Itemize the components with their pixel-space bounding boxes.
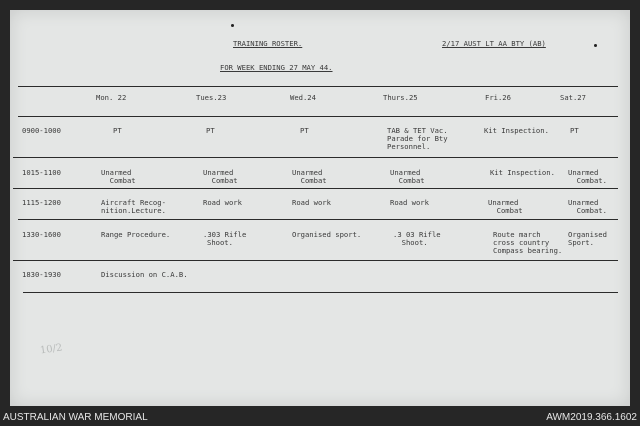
roster-cell: Combat (101, 176, 136, 185)
time-slot: 1115-1200 (22, 198, 61, 207)
document-page (10, 10, 630, 406)
day-header: Sat.27 (560, 93, 586, 102)
paper-mark (231, 24, 234, 27)
table-rule (23, 292, 618, 293)
roster-cell: Shoot. (207, 238, 233, 247)
roster-cell: Parade for Bty (387, 134, 448, 143)
roster-cell: Unarmed (292, 168, 323, 177)
roster-cell: Combat (390, 176, 425, 185)
roster-cell: Combat. (568, 206, 607, 215)
roster-cell: Personnel. (387, 142, 431, 151)
roster-cell: Unarmed (488, 198, 519, 207)
roster-cell: Compass bearing. (493, 246, 563, 255)
roster-cell: Combat (488, 206, 523, 215)
roster-cell: Combat (203, 176, 238, 185)
time-slot: 0900-1000 (22, 126, 61, 135)
roster-cell: Shoot. (393, 238, 428, 247)
roster-cell: Unarmed (203, 168, 234, 177)
roster-cell: Road work (390, 198, 429, 207)
roster-cell: PT (206, 126, 215, 135)
roster-cell: .3 03 Rifle (393, 230, 441, 239)
roster-cell: Range Procedure. (101, 230, 171, 239)
roster-cell: PT (300, 126, 309, 135)
roster-cell: Discussion on C.A.B. (101, 270, 188, 279)
roster-cell: Aircraft Recog- (101, 198, 166, 207)
roster-cell: TAB & TET Vac. (387, 126, 448, 135)
day-header: Tues.23 (196, 93, 227, 102)
institution-credit: AUSTRALIAN WAR MEMORIAL (3, 412, 148, 423)
roster-cell: Unarmed (568, 198, 599, 207)
day-header: Mon. 22 (96, 93, 127, 102)
roster-cell: Unarmed (101, 168, 132, 177)
roster-cell: Kit Inspection. (484, 126, 549, 135)
table-rule (18, 219, 618, 220)
time-slot: 1015-1100 (22, 168, 61, 177)
roster-cell: Unarmed (568, 168, 599, 177)
table-rule (13, 260, 618, 261)
roster-cell: Road work (203, 198, 242, 207)
roster-cell: Route march (493, 230, 541, 239)
roster-cell: .303 Rifle (203, 230, 247, 239)
table-rule (13, 157, 618, 158)
paper-mark (594, 44, 597, 47)
roster-cell: PT (570, 126, 579, 135)
roster-title: TRAINING ROSTER. (233, 39, 303, 48)
roster-cell: Combat. (568, 176, 607, 185)
table-rule (18, 116, 618, 117)
time-slot: 1330-1600 (22, 230, 61, 239)
pencil-annotation: 10/2 (39, 342, 64, 357)
roster-cell: nition.Lecture. (101, 206, 166, 215)
roster-cell: Sport. (568, 238, 594, 247)
day-header: Thurs.25 (383, 93, 418, 102)
unit-designation: 2/17 AUST LT AA BTY (AB) (442, 39, 546, 48)
day-header: Wed.24 (290, 93, 316, 102)
roster-cell: Unarmed (390, 168, 421, 177)
accession-number: AWM2019.366.1602 (546, 412, 637, 423)
time-slot: 1830-1930 (22, 270, 61, 279)
day-header: Fri.26 (485, 93, 511, 102)
roster-cell: Road work (292, 198, 331, 207)
week-ending: FOR WEEK ENDING 27 MAY 44. (220, 63, 333, 72)
table-rule (13, 188, 618, 189)
roster-cell: Combat (292, 176, 327, 185)
roster-cell: PT (113, 126, 122, 135)
roster-cell: Organised sport. (292, 230, 362, 239)
table-rule (18, 86, 618, 87)
roster-cell: Kit Inspection. (490, 168, 555, 177)
roster-cell: Organised (568, 230, 607, 239)
roster-cell: cross country (493, 238, 550, 247)
